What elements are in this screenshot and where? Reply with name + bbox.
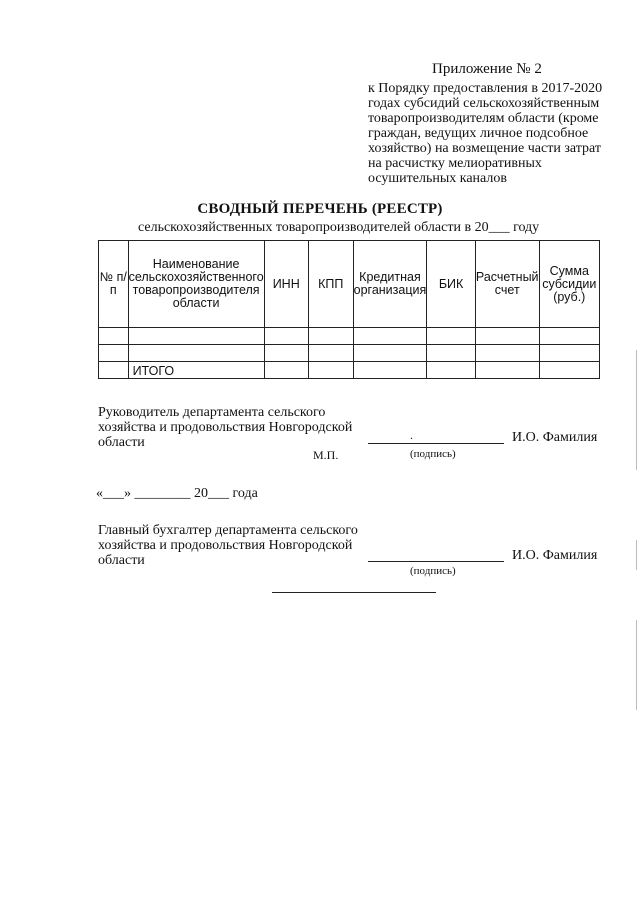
table-cell xyxy=(264,362,308,379)
table-header-row xyxy=(99,241,600,328)
table-cell xyxy=(308,362,353,379)
head-position-text: Руководитель департамента сельского хозяйства и продовольствия Новгородской области xyxy=(98,405,353,450)
table-cell xyxy=(353,362,427,379)
stamp-label: М.П. xyxy=(313,448,339,462)
table-cell xyxy=(99,328,129,345)
table-row xyxy=(99,345,600,362)
table-cell xyxy=(475,345,539,362)
table-cell xyxy=(308,345,353,362)
date-line: «___» ________ 20___ года xyxy=(96,486,258,501)
total-label: ИТОГО xyxy=(128,362,264,379)
scan-artifact xyxy=(636,620,637,710)
table-cell xyxy=(475,328,539,345)
table-cell xyxy=(264,345,308,362)
table-cell xyxy=(128,328,264,345)
table-cell xyxy=(539,345,599,362)
column-header-name: Наименование сельскохозяйственного товаропроизводителя области xyxy=(128,241,264,328)
table-cell xyxy=(308,328,353,345)
column-header-inn: ИНН xyxy=(264,241,308,328)
accountant-name: И.О. Фамилия xyxy=(512,548,598,563)
appendix-text: к Порядку предоставления в 2017-2020 годах субсидий сельскохозяйственным товаропроизводителям области (кроме граждан, ведущих личное подсобное хозяйство) на возмещение части затрат на расчистку мелиоративных осушительных каналов xyxy=(368,81,603,186)
column-header-bik: БИК xyxy=(427,241,476,328)
table-row xyxy=(99,328,600,345)
accountant-signature-caption: (подпись) xyxy=(410,565,456,577)
page-subtitle: сельскохозяйственных товаропроизводителей области в 20___ году xyxy=(138,220,540,235)
table-cell xyxy=(353,328,427,345)
table-cell xyxy=(99,362,129,379)
table-cell xyxy=(427,328,476,345)
table-cell xyxy=(475,362,539,379)
column-header-amount: Сумма субсидии (руб.) xyxy=(539,241,599,328)
head-signature-line xyxy=(368,443,504,444)
head-name: И.О. Фамилия xyxy=(512,430,598,445)
table-total-row xyxy=(99,362,600,379)
table-cell xyxy=(99,345,129,362)
table-cell xyxy=(427,362,476,379)
head-signature-caption: (подпись) xyxy=(410,448,456,460)
table-cell xyxy=(539,362,599,379)
page-title: СВОДНЫЙ ПЕРЕЧЕНЬ (РЕЕСТР) xyxy=(197,201,443,217)
appendix-title: Приложение № 2 xyxy=(432,61,542,77)
column-header-bank: Кредитная организация xyxy=(353,241,427,328)
bottom-rule xyxy=(272,592,436,593)
table-cell xyxy=(427,345,476,362)
column-header-kpp: КПП xyxy=(308,241,353,328)
scan-artifact xyxy=(636,540,637,570)
accountant-position-text: Главный бухгалтер департамента сельского хозяйства и продовольствия Новгородской области xyxy=(98,523,358,568)
column-header-number: № п/п xyxy=(99,241,129,328)
table-cell xyxy=(128,345,264,362)
registry-table xyxy=(98,240,600,379)
column-header-account: Расчетный счет xyxy=(475,241,539,328)
table-cell xyxy=(264,328,308,345)
table-cell xyxy=(539,328,599,345)
signature-dot: . xyxy=(410,428,413,442)
scan-artifact xyxy=(636,350,637,470)
table-cell xyxy=(353,345,427,362)
accountant-signature-line xyxy=(368,561,504,562)
